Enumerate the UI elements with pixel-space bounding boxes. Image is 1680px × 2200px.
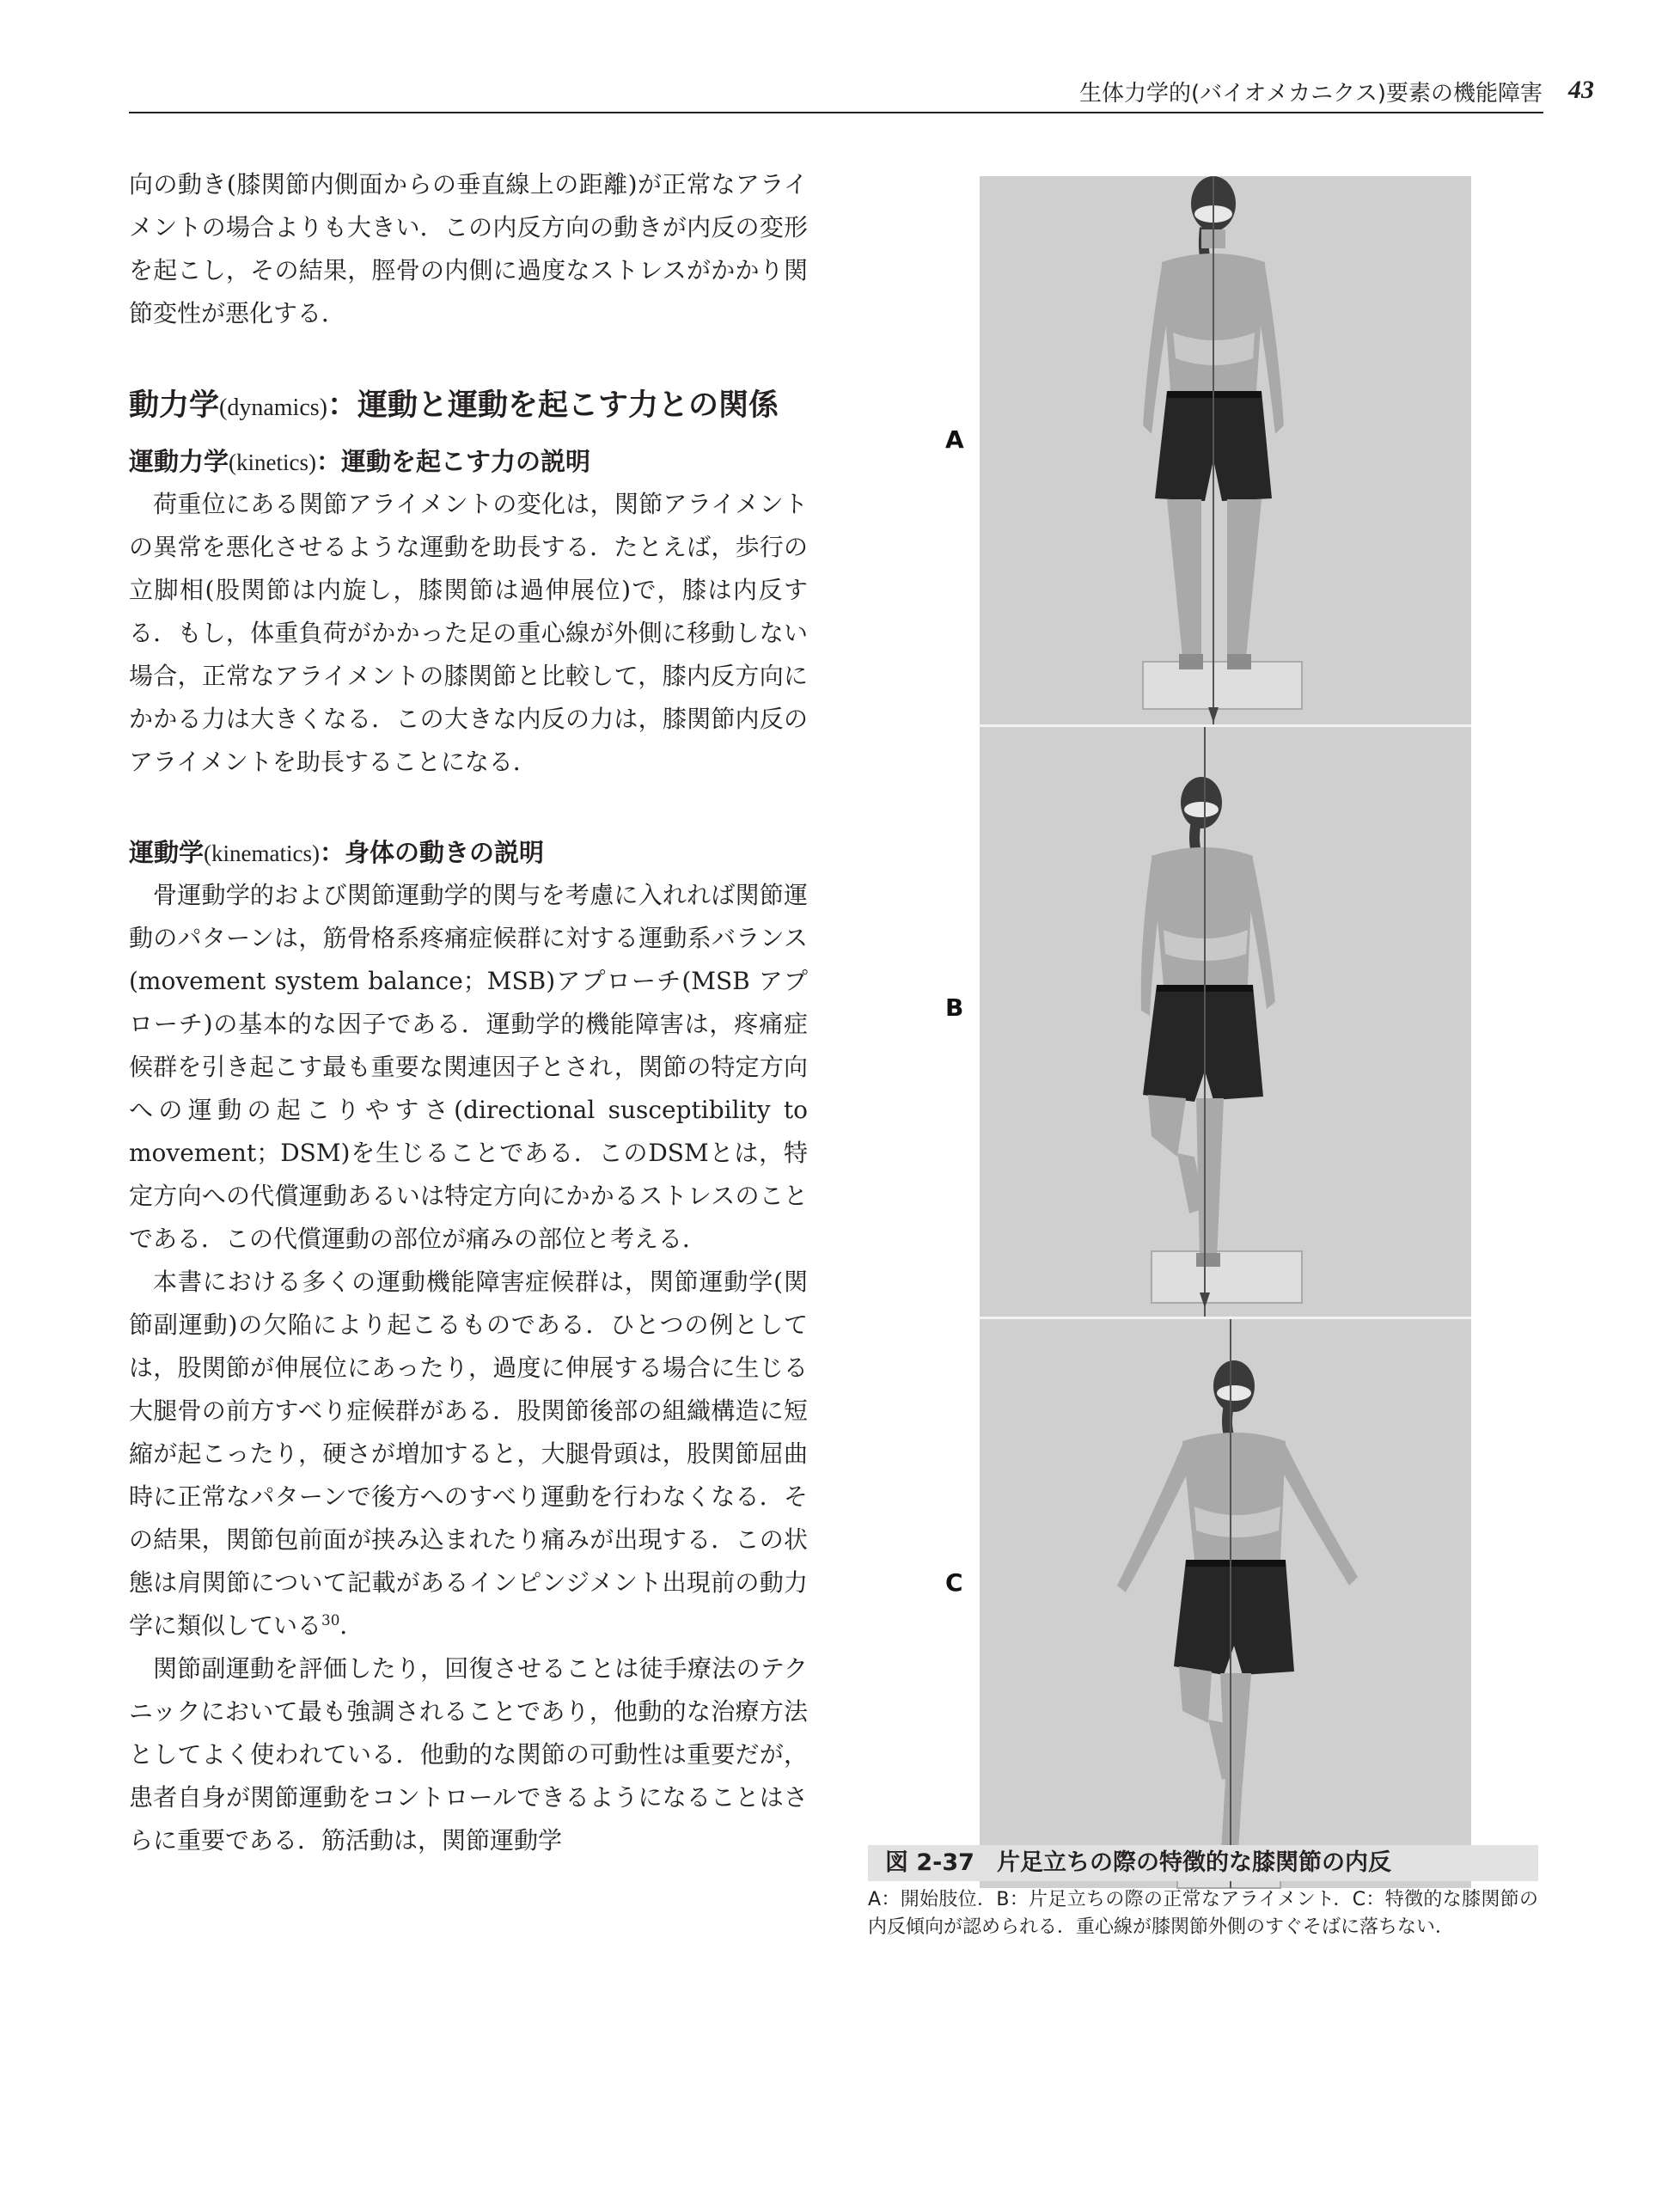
heading-jp-a: 運動力学: [129, 447, 229, 476]
figure-caption: [868, 1845, 1538, 1941]
photo-single-leg-varus: [980, 1319, 1471, 1888]
heading-latin: (dynamics): [219, 394, 327, 421]
heading-jp-b: ：運動と運動を起こす力との関係: [327, 388, 779, 423]
photo-standing-figure: [980, 176, 1471, 724]
figure-title-bar: [868, 1845, 1538, 1881]
figure-title: 片足立ちの際の特徴的な膝関節の内反: [996, 1849, 1391, 1876]
photo-panel-c: [945, 1319, 1471, 1888]
paragraph-kinetics: 荷重位にある関節アライメントの変化は，関節アライメントの異常を悪化させるような運動を助長する．たとえば，歩行の立脚相(股関節は内旋し，膝関節は過伸展位)で，膝は内反する．もし，体重負荷がかかった足の重心線が外側に移動しない場合，正常なアライメントの膝関節と比較して，膝内反方向にかかる力は大きくなる．この大きな内反の力は，膝関節内反のアライメントを助長することになる．: [129, 490, 808, 776]
heading-latin: (kinetics): [229, 449, 316, 475]
main-text-column: [129, 163, 808, 1862]
panel-label-c: C: [945, 1568, 963, 1597]
paragraph-accessory-motion: 関節副運動を評価したり，回復させることは徒手療法のテクニックにおいて最も強調されることであり，他動的な治療方法としてよく使われている．他動的な関節の可動性は重要だが，患者自身が関節運動をコントロールできるようになることはさらに重要である．筋活動は，関節運動学: [129, 1654, 808, 1855]
heading-latin: (kinematics): [204, 840, 320, 866]
heading-jp-a: 運動学: [129, 838, 205, 867]
subsection-heading-kinematics: [129, 832, 808, 874]
figure-number: 図 2-37: [885, 1849, 974, 1876]
reference-number: 30: [321, 1610, 340, 1629]
paragraph-end: ．: [339, 1611, 364, 1640]
photo-single-leg-normal: [980, 727, 1471, 1317]
section-heading-dynamics: [129, 387, 808, 427]
subsection-heading-kinetics: [129, 441, 808, 483]
page-number: 43: [1568, 76, 1594, 104]
heading-jp-b: ：運動を起こす力の説明: [315, 447, 590, 476]
paragraph-text: 本書における多くの運動機能障害症候群は，関節運動学(関節副運動)の欠陥により起こるものである．ひとつの例としては，股関節が伸展位にあったり，過度に伸展する場合に生じる大腿骨の前方すべり症候群がある．股関節後部の組織構造に短縮が起こったり，硬さが増加すると，大腿骨頭は，股関節屈曲時に正常なパターンで後方へのすべり運動を行わなくなる．その結果，関節包前面が挟み込まれたり痛みが出現する．この状態は肩関節について記載があるインピンジメント出現前の動力学に類似している: [129, 1268, 808, 1640]
paragraph-continued: 向の動き(膝関節内側面からの垂直線上の距離)が正常なアライメントの場合よりも大きい．この内反方向の動きが内反の変形を起こし，その結果，脛骨の内側に過度なストレスがかかり関節変性が悪化する．: [129, 170, 808, 327]
header-rule: [129, 112, 1543, 113]
paragraph-arthrokinematics: [129, 1261, 808, 1647]
panel-label-b: B: [945, 993, 964, 1022]
heading-jp-a: 動力学: [129, 388, 220, 423]
figure-description: A：開始肢位．B：片足立ちの際の正常なアライメント．C：特徴的な膝関節の内反傾向が認められる．重心線が膝関節外側のすぐそばに落ちない．: [868, 1889, 1538, 1938]
running-head: 生体力学的(バイオメカニクス)要素の機能障害: [1079, 81, 1543, 107]
paragraph-kinematics: 骨運動学的および関節運動学的関与を考慮に入れれば関節運動のパターンは，筋骨格系疼痛症候群に対する運動系バランス(movement system balance；MSB)アプローチ(MSB アプローチ)の基本的な因子である．運動学的機能障害は，疼痛症候群を引き起こす最も重要な関連因子とされ，関節の特定方向への運動の起こりやすさ(directional susceptibility to movement；DSM)を生じることである．このDSMとは，特定方向への代償運動あるいは特定方向にかかるストレスのことである．この代償運動の部位が痛みの部位と考える．: [129, 881, 808, 1253]
heading-jp-b: ：身体の動きの説明: [319, 838, 544, 867]
figure-2-37: [945, 176, 1471, 1888]
panel-label-a: A: [945, 425, 964, 454]
photo-panel-b: [945, 727, 1471, 1319]
photo-panel-a: [945, 176, 1471, 727]
